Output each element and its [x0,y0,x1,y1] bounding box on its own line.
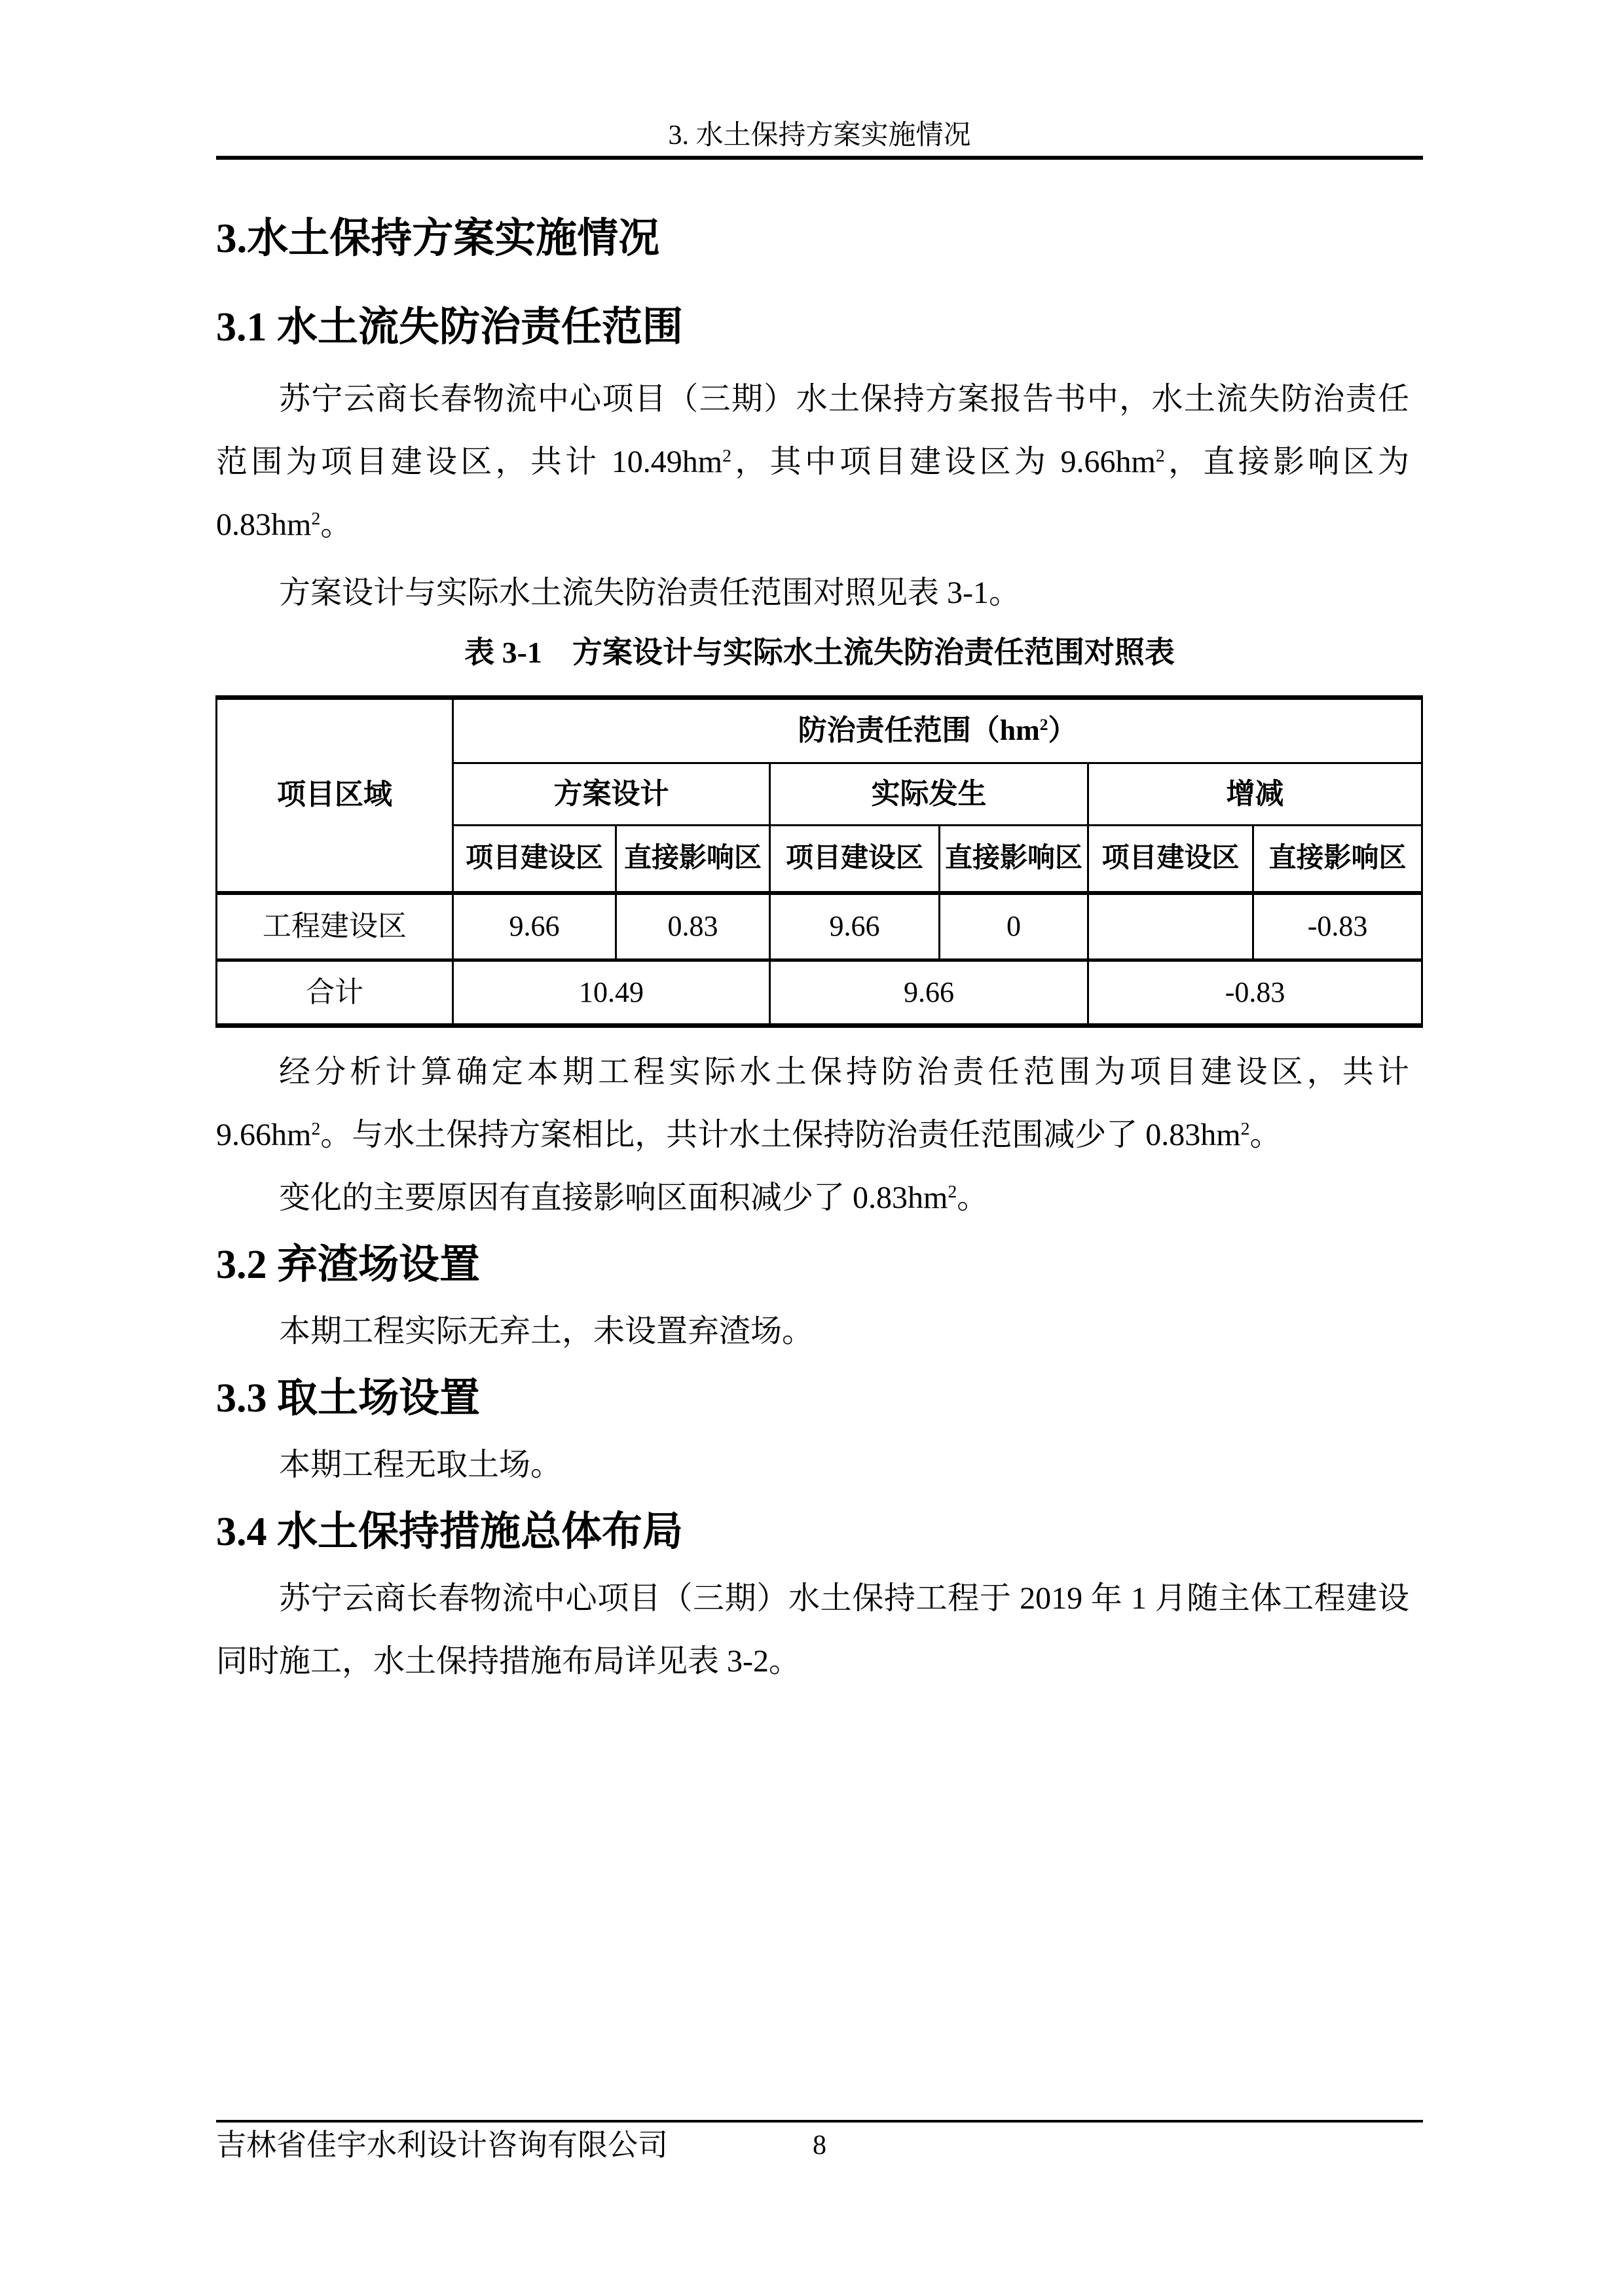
heading-3-1: 3.1 水土流失防治责任范围 [216,305,684,350]
table-subheader: 直接影响区 [616,826,770,893]
table-group-header-design: 方案设计 [453,763,770,826]
table-cell-total-change: -0.83 [1088,960,1422,1026]
table-subheader: 项目建设区 [1088,826,1253,893]
table-3-1-caption: 表 3-1 方案设计与实际水土流失防治责任范围对照表 [464,636,1175,669]
paragraph-see-table-3-1: 方案设计与实际水土流失防治责任范围对照见表 3-1。 [279,575,1020,610]
footer-company-name: 吉林省佳宇水利设计咨询有限公司 [216,2128,668,2162]
table-subheader: 直接影响区 [1253,826,1422,893]
table-subheader: 项目建设区 [453,826,616,893]
table-row-construction-area [217,893,1422,960]
table-header-row-1 [217,698,1422,763]
table-cell: 0 [940,893,1088,960]
table-cell: 9.66 [770,893,940,960]
heading-3-4: 3.4 水土保持措施总体布局 [216,1510,684,1554]
table-3-1 [215,695,1423,1028]
paragraph-responsibility-scope: 苏宁云商长春物流中心项目（三期）水土保持方案报告书中，水土流失防治责任范围为项目建设区，共计 $10.49hm^2$，其中项目建设区为 $9.66hm^2$，直接影响区为 $0.83hm^2$。 [216,382,1409,542]
table-subheader: 直接影响区 [940,826,1088,893]
table-row-label: 工程建设区 [217,893,453,960]
page-header-rule [216,156,1423,160]
table-corner-header: 项目区域 [217,698,453,893]
paragraph-analysis-result: 经分析计算确定本期工程实际水土保持防治责任范围为项目建设区，共计 $9.66hm^2$。与水土保持方案相比，共计水土保持防治责任范围减少了 $0.83hm^2$。 [216,1055,1409,1152]
table-group-header-change: 增减 [1088,763,1422,826]
table-row-total [217,960,1422,1026]
footer-page-number: 8 [813,2130,826,2160]
heading-3-3: 3.3 取土场设置 [216,1376,481,1421]
table-cell: 0.83 [616,893,770,960]
table-row-label: 合计 [217,960,453,1026]
heading-3-2: 3.2 弃渣场设置 [216,1243,481,1287]
table-group-header-actual: 实际发生 [770,763,1088,826]
page-header-title: 3. 水土保持方案实施情况 [668,120,971,151]
paragraph-change-reason: 变化的主要原因有直接影响区面积减少了 $0.83hm^2$。 [279,1180,989,1215]
paragraph-measures-layout: 苏宁云商长春物流中心项目（三期）水土保持工程于 2019 年 1 月随主体工程建设同时施工，水土保持措施布局详见表 3-2。 [216,1581,1409,1679]
page-footer-rule [216,2120,1423,2123]
table-subheader: 项目建设区 [770,826,940,893]
table-cell-empty [1088,893,1253,960]
heading-3: 3.水土保持方案实施情况 [216,215,660,261]
paragraph-spoil-ground: 本期工程实际无弃土，未设置弃渣场。 [279,1314,814,1349]
table-cell: -0.83 [1253,893,1422,960]
table-cell-total-actual: 9.66 [770,960,1088,1026]
paragraph-borrow-area: 本期工程无取土场。 [279,1448,563,1482]
table-cell: 9.66 [453,893,616,960]
table-span-header: 防治责任范围$(hm^2)$ [453,698,1422,763]
table-cell-total-design: 10.49 [453,960,770,1026]
